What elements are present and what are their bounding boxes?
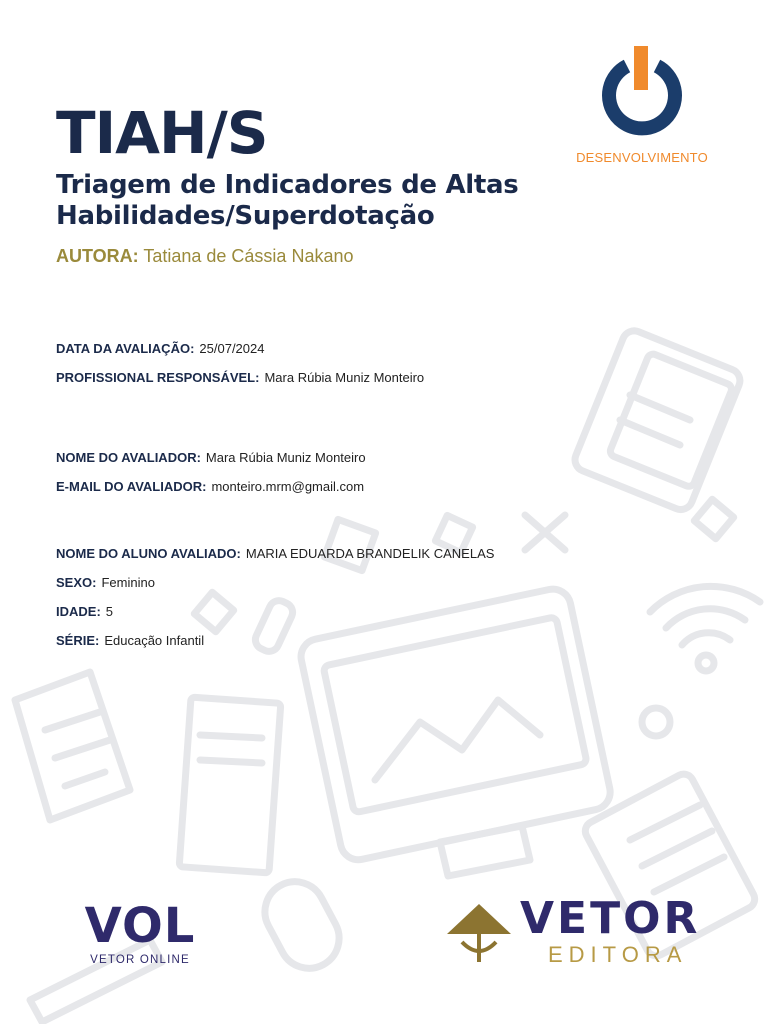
- vetor-editora-logo: [444, 894, 704, 974]
- student-grade-row: [56, 631, 494, 660]
- document-header: [56, 99, 556, 267]
- category-badge: [570, 44, 714, 165]
- category-label: DESENVOLVIMENTO: [576, 150, 708, 165]
- evaluator-name-value: Mara Rúbia Muniz Monteiro: [205, 450, 366, 465]
- student-name-label: NOME DO ALUNO AVALIADO:: [56, 546, 241, 561]
- evaluator-info: [56, 448, 366, 506]
- editora-subtitle: EDITORA: [548, 942, 688, 967]
- vetor-umbrella-icon: [444, 898, 514, 968]
- student-grade-value: Educação Infantil: [104, 633, 205, 648]
- subtitle-line-1: Triagem de Indicadores de Altas: [56, 170, 519, 200]
- vol-logo: [80, 898, 200, 966]
- evaluation-date-value: 25/07/2024: [199, 341, 265, 356]
- professional-row: [56, 368, 424, 397]
- evaluator-name-row: [56, 448, 366, 477]
- document-subtitle: [56, 170, 556, 232]
- author-label: AUTORA:: [56, 246, 139, 266]
- document-title: TIAH/S: [56, 99, 268, 167]
- author-line: [56, 246, 556, 267]
- evaluator-email-row: [56, 477, 366, 506]
- evaluator-name-label: NOME DO AVALIADOR:: [56, 450, 201, 465]
- evaluation-info: [56, 339, 424, 397]
- student-age-value: 5: [105, 604, 114, 619]
- evaluation-date-label: DATA DA AVALIAÇÃO:: [56, 341, 195, 356]
- vol-wordmark: VOL: [84, 898, 196, 954]
- student-info: [56, 544, 494, 660]
- evaluator-email-value: monteiro.mrm@gmail.com: [211, 479, 365, 494]
- student-age-row: [56, 602, 494, 631]
- student-age-label: IDADE:: [56, 604, 101, 619]
- student-sex-label: SEXO:: [56, 575, 97, 590]
- professional-label: PROFISSIONAL RESPONSÁVEL:: [56, 370, 260, 385]
- power-icon: [601, 44, 683, 140]
- student-sex-row: [56, 573, 494, 602]
- evaluator-email-label: E-MAIL DO AVALIADOR:: [56, 479, 207, 494]
- student-grade-label: SÉRIE:: [56, 633, 100, 648]
- student-name-value: MARIA EDUARDA BRANDELIK CANELAS: [245, 546, 495, 561]
- author-name: Tatiana de Cássia Nakano: [143, 246, 354, 266]
- student-name-row: [56, 544, 494, 573]
- student-sex-value: Feminino: [101, 575, 155, 590]
- vetor-wordmark: VETOR: [520, 893, 701, 944]
- vol-subtitle: VETOR ONLINE: [90, 954, 190, 966]
- professional-value: Mara Rúbia Muniz Monteiro: [264, 370, 425, 385]
- subtitle-line-2: Habilidades/Superdotação: [56, 201, 435, 231]
- evaluation-date-row: [56, 339, 424, 368]
